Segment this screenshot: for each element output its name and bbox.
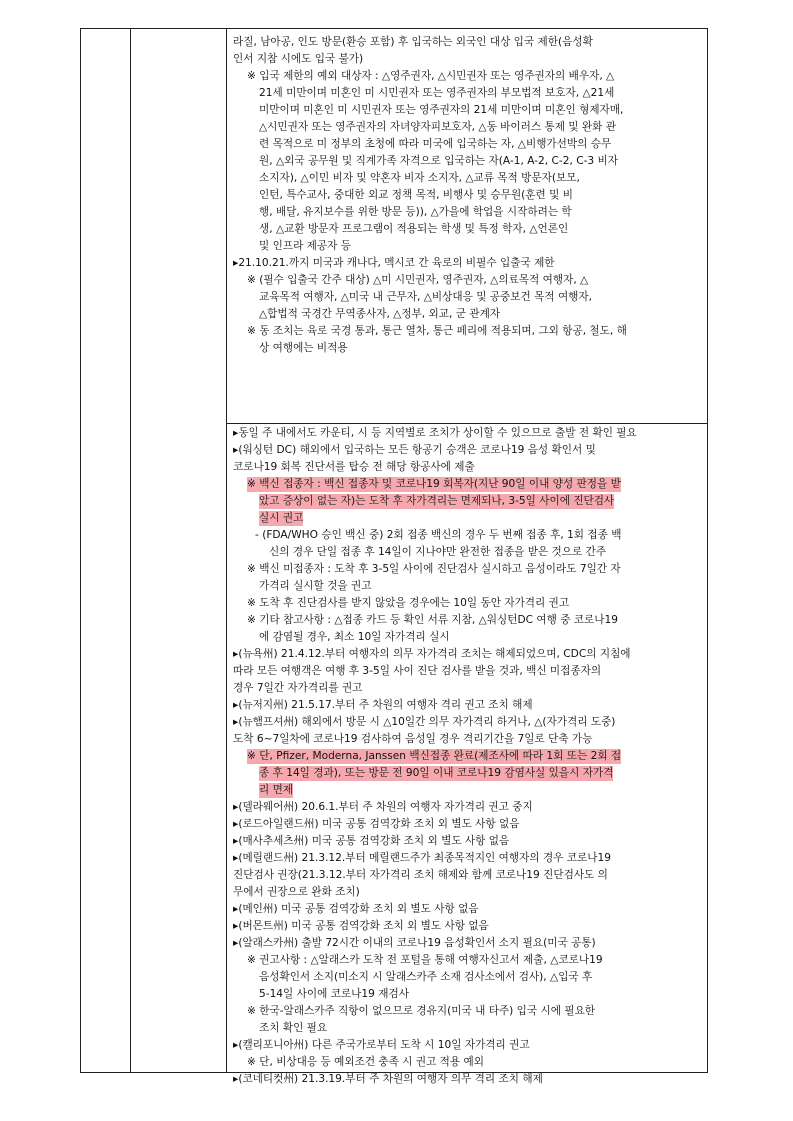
text-line: 생, △교환 방문자 프로그램이 적용되는 학생 및 특정 학자, △언론인 [259,223,569,235]
text-line: 실시 권고 [259,511,303,526]
text-line: 았고 증상이 없는 자)는 도착 후 자가격리는 면제되나, 3-5일 사이에 진단검사 [259,494,614,509]
text-line: ▸(메인州) 미국 공통 검역강화 조치 외 별도 사항 없음 [233,903,479,915]
text-line: ▸(뉴욕州) 21.4.12.부터 여행자의 의무 자가격리 조치는 해제되었으며, CDC의 지침에 [233,648,631,660]
text-line: 조치 확인 필요 [259,1022,328,1034]
text-line: 행, 배달, 유지보수를 위한 방문 등)), △가을에 학업을 시작하려는 학 [259,206,572,218]
text-line: ▸동일 주 내에서도 카운티, 시 등 지역별로 조치가 상이할 수 있으므로 출발 전 확인 필요 [233,427,637,439]
text-line: ※ 백신 미접종자 : 도착 후 3-5일 사이에 진단검사 실시하고 음성이라도 7일간 자 [247,563,621,575]
text-line: ▸(코네티컷州) 21.3.19.부터 주 차원의 여행자 의무 격리 조치 해제 [233,1073,543,1085]
table-column-2 [131,29,227,1072]
text-line: ▸(델라웨어州) 20.6.1.부터 주 차원의 여행자 자가격리 권고 중지 [233,801,533,813]
text-line: 경우 7일간 자가격리를 권고 [233,682,363,694]
document-table [80,28,708,1085]
text-line: ※ 권고사항 : △알래스카 도착 전 포털을 통해 여행자신고서 제출, △코로나19 [247,954,603,966]
text-line: ※ 단, 비상대응 등 예외조건 충족 시 권고 적용 예외 [247,1056,484,1068]
text-line: 상 여행에는 비적용 [259,342,348,354]
text-line: 인서 지참 시에도 입국 불가) [233,53,364,65]
text-line: 교육목적 여행자, △미국 내 근무자, △비상대응 및 공중보건 목적 여행자, [259,291,593,303]
text-line: 미만이며 미혼인 미 시민권자 또는 영주권자의 21세 미만이며 미혼인 형제자매, [259,104,624,116]
section-entry-restrictions [227,29,707,424]
text-line: ▸(뉴저지州) 21.5.17.부터 주 차원의 여행자 격리 권고 조치 해제 [233,699,533,711]
text-line: ▸(버몬트州) 미국 공통 검역강화 조치 외 별도 사항 없음 [233,920,489,932]
text-line: ※ 입국 제한의 예외 대상자 : △영주권자, △시민권자 또는 영주권자의 배우자, △ [247,70,615,82]
text-line: - (FDA/WHO 승인 백신 중) 2회 접종 백신의 경우 두 번째 접종 후, 1회 접종 백 [255,529,622,541]
text-line: 련 목적으로 미 정부의 초청에 따라 미국에 입국하는 자, △비행가선박의 승무 [259,138,612,150]
text-line: 인턴, 특수교사, 중대한 외교 정책 목적, 비행사 및 승무원(훈련 및 비 [259,189,573,201]
text-line: 및 인프라 제공자 등 [259,240,351,252]
text-line: ※ 한국-알래스카주 직항이 없으므로 경유지(미국 내 타주) 입국 시에 필요한 [247,1005,596,1017]
text-line: 21세 미만이며 미혼인 미 시민권자 또는 영주권자의 부모법적 보호자, △21세 [259,87,615,99]
text-line: ▸(알래스카州) 출발 72시간 이내의 코로나19 음성확인서 소지 필요(미국 공통) [233,937,596,949]
text-line: 가격리 실시할 것을 권고 [259,580,372,592]
text-line: ▸(매사추세츠州) 미국 공통 검역강화 조치 외 별도 사항 없음 [233,835,510,847]
text-line: 신의 경우 단일 접종 후 14일이 지나야만 완전한 접종을 받은 것으로 간주 [269,546,607,558]
table-column-content [227,29,707,1085]
text-line: 소지자), △이민 비자 및 약혼자 비자 소지자, △교류 목적 방문자(보모, [259,172,580,184]
text-line: 에 감염될 경우, 최소 10일 자가격리 실시 [259,631,450,643]
text-line: 라질, 남아공, 인도 방문(환승 포함) 후 입국하는 외국인 대상 입국 제한(음성확 [233,36,593,48]
text-line: ※ 동 조치는 육로 국경 통과, 통근 열차, 통근 페리에 적용되며, 그외 항공, 철도, 해 [247,325,627,337]
text-line: ※ 단, Pfizer, Moderna, Janssen 백신접종 완료(제조사에 따라 1회 또는 2회 접 [247,749,621,764]
text-line: ▸(로드아일랜드州) 미국 공통 검역강화 조치 외 별도 사항 없음 [233,818,520,830]
text-line: △시민권자 또는 영주권자의 자녀양자피보호자, △동 바이러스 통제 및 완화 관 [259,121,616,133]
text-line: ▸(워싱턴 DC) 해외에서 입국하는 모든 항공기 승객은 코로나19 음성 확인서 및 [233,444,596,456]
text-line: 리 면제 [259,783,293,798]
text-line: ※ 백신 접종자 : 백신 접종자 및 코로나19 회복자(지난 90일 이내 양성 판정을 받 [247,477,621,492]
text-line: ▸(메릴랜드州) 21.3.12.부터 메릴랜드주가 최종목적지인 여행자의 경우 코로나19 [233,852,611,864]
text-line: 음성확인서 소지(미소지 시 알래스카주 소재 검사소에서 검사), △입국 후 [259,971,593,983]
text-line: ※ (필수 입출국 간주 대상) △미 시민권자, 영주권자, △의료목적 여행자, △ [247,274,589,286]
section-state-measures [227,424,707,1085]
text-line: ▸(캘리포니아州) 다른 주국가로부터 도착 시 10일 자가격리 권고 [233,1039,530,1051]
text-line: 5-14일 사이에 코로나19 재검사 [259,988,409,1000]
text-line: 원, △외국 공무원 및 직계가족 자격으로 입국하는 자(A-1, A-2, C-2, C-3 비자 [259,155,619,167]
text-line: 따라 모든 여행객은 여행 후 3-5일 사이 진단 검사를 받을 것과, 백신 미접종자의 [233,665,602,677]
text-line: ▸21.10.21.까지 미국과 캐나다, 멕시코 간 육로의 비필수 입출국 제한 [233,257,555,269]
text-line: ※ 기타 참고사항 : △접종 카드 등 확인 서류 지참, △워싱턴DC 여행 중 코로나19 [247,614,618,626]
text-line: △합법적 국경간 무역종사자, △정부, 외교, 군 관계자 [259,308,501,320]
text-line: 도착 6~7일차에 코로나19 검사하여 음성일 경우 격리기간을 7일로 단축 가능 [233,733,593,745]
table-column-1 [81,29,131,1072]
text-line: 코로나19 회복 진단서를 탑승 전 해당 항공사에 제출 [233,461,475,473]
text-line: ▸(뉴햄프셔州) 해외에서 방문 시 △10일간 의무 자가격리 하거나, △(자가격리 도중) [233,716,616,728]
text-line: 무에서 권장으로 완화 조치) [233,886,360,898]
text-line: ※ 도착 후 진단검사를 받지 않았을 경우에는 10일 동안 자가격리 권고 [247,597,570,609]
text-line: 종 후 14일 경과), 또는 방문 전 90일 이내 코로나19 감염사실 있을시 자가격 [259,766,613,781]
text-line: 진단검사 권장(21.3.12.부터 자가격리 조치 해제와 함께 코로나19 진단검사도 의 [233,869,608,881]
